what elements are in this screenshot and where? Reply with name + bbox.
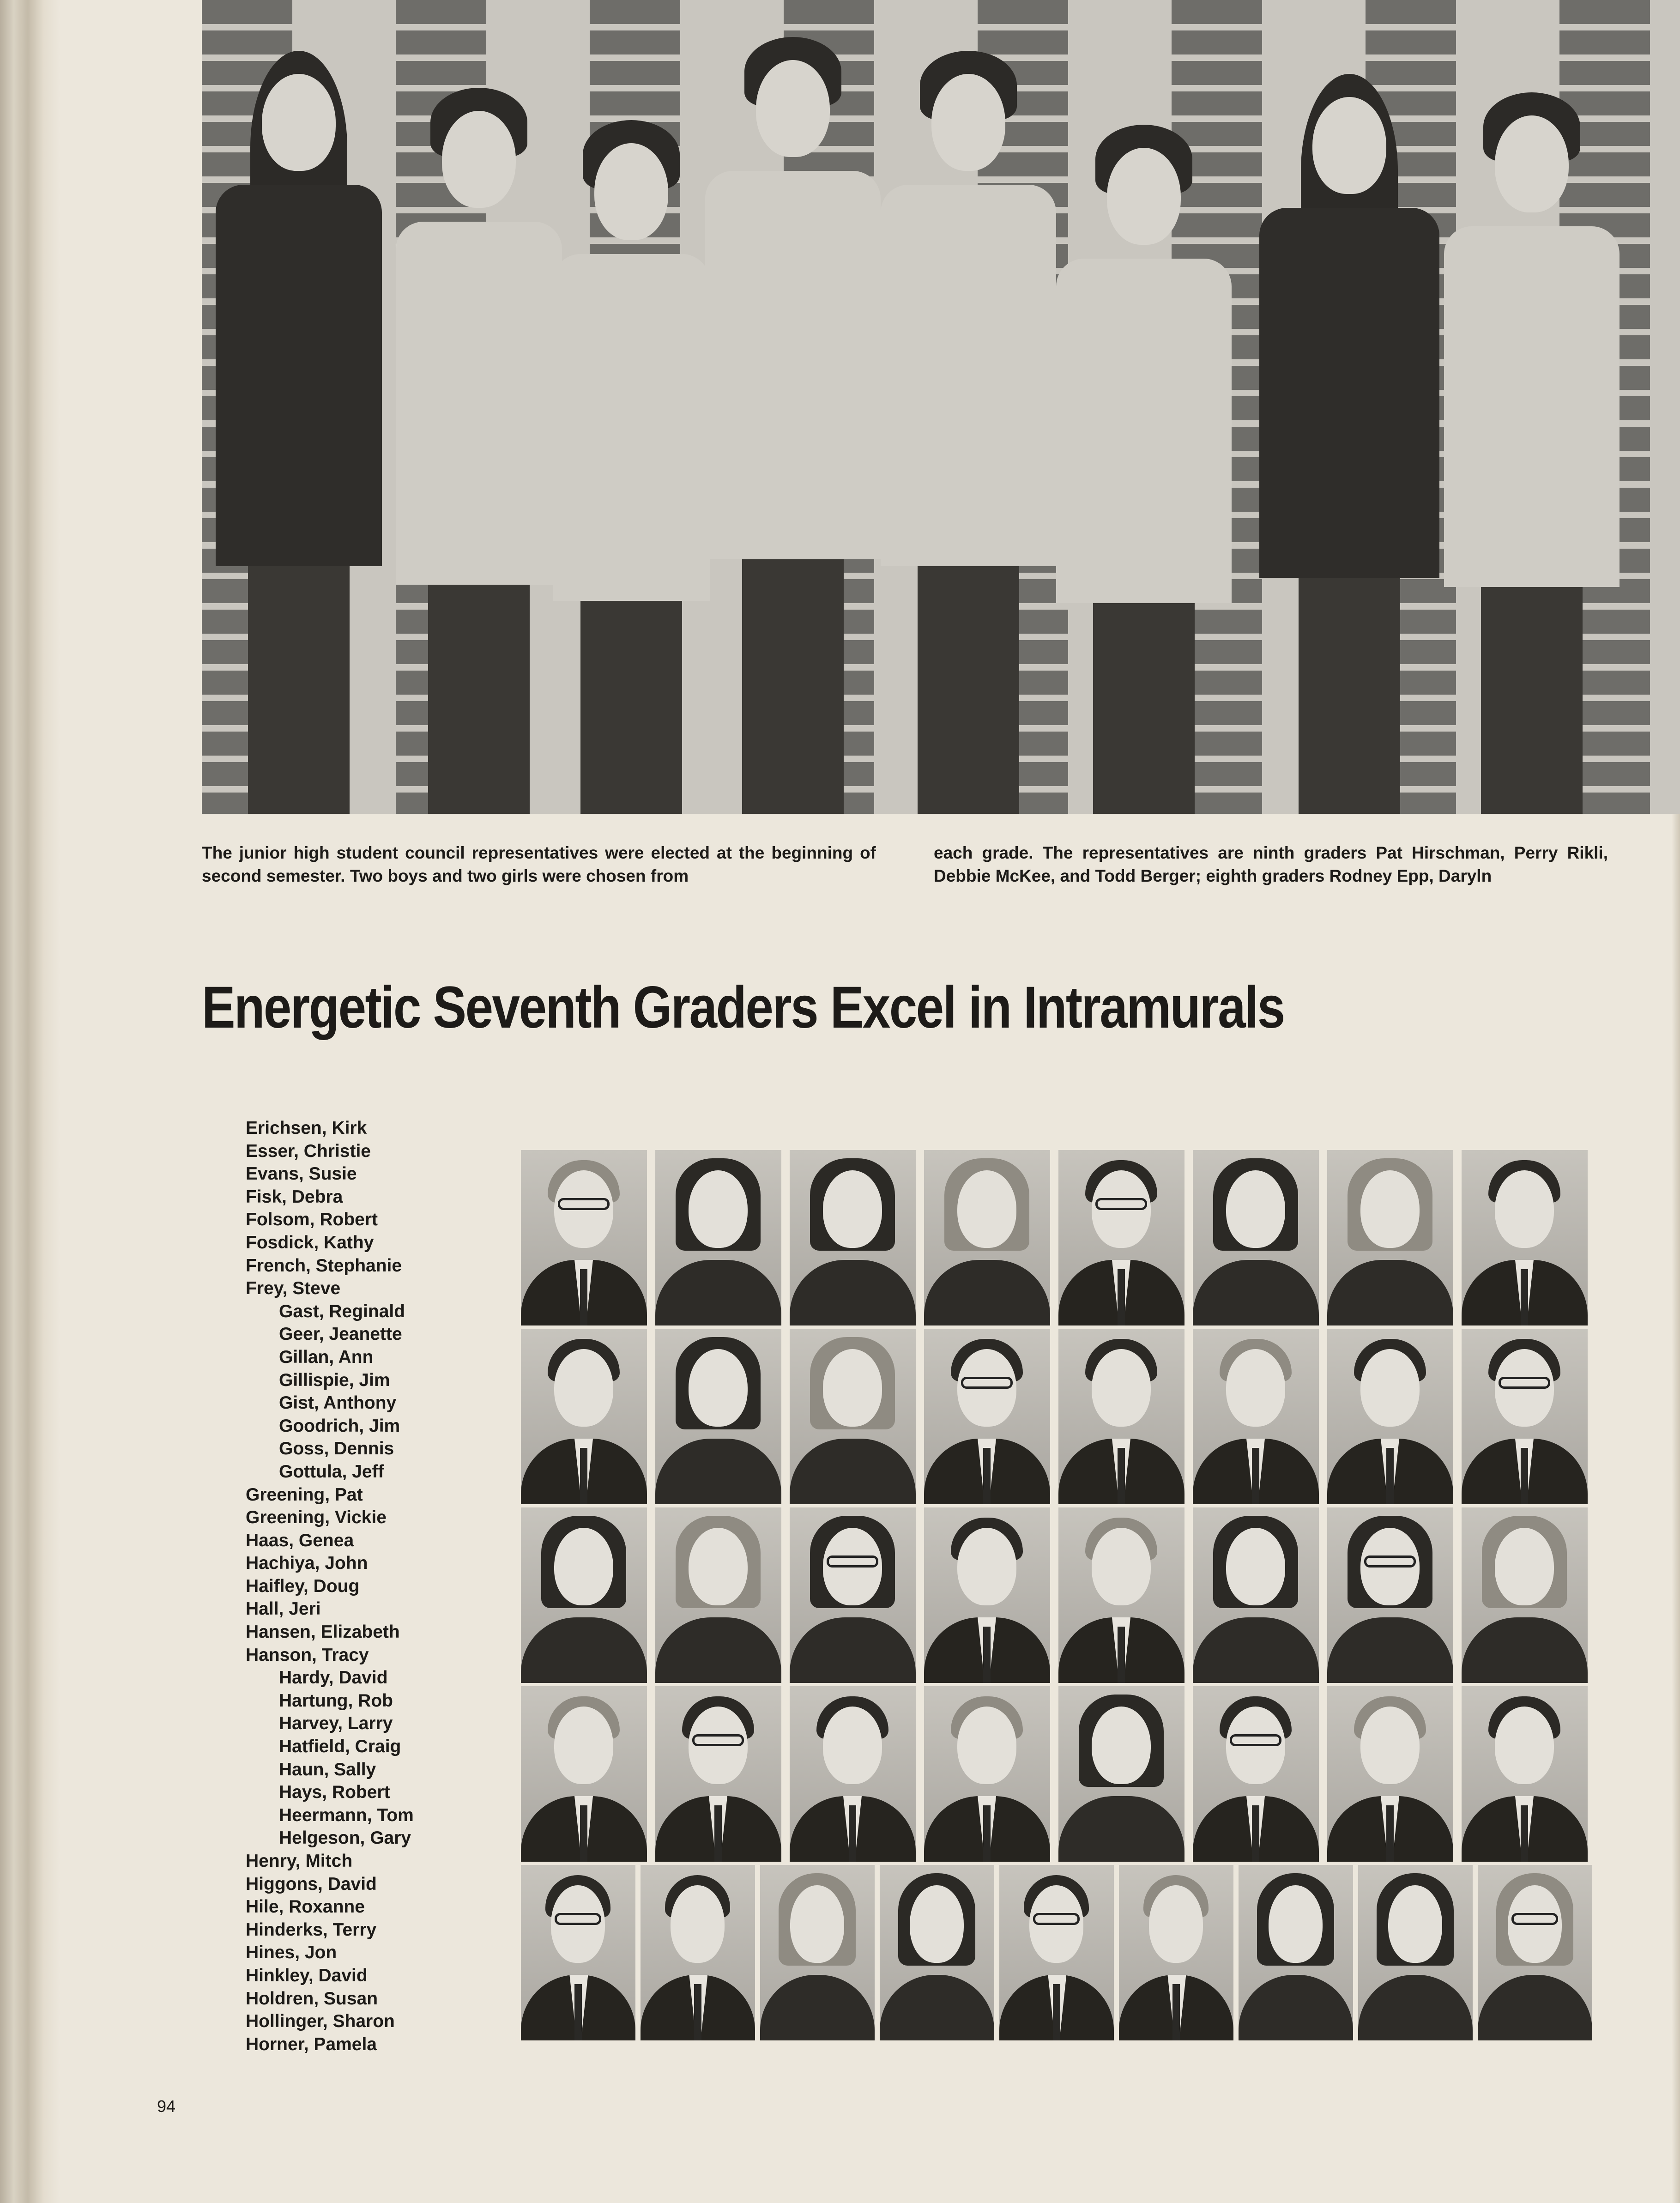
student-portrait: [924, 1686, 1050, 1862]
student-name: Hollinger, Sharon: [246, 2011, 395, 2032]
page-heading: Energetic Seventh Graders Excel in Intramurals: [202, 974, 1284, 1041]
student-portrait: [1058, 1686, 1184, 1862]
student-portrait: [1058, 1507, 1184, 1683]
student-name: Gast, Reginald: [279, 1301, 405, 1321]
student-name: Harvey, Larry: [279, 1713, 393, 1734]
student-portrait: [790, 1686, 916, 1862]
photo-caption-right: each grade. The representatives are ninth graders Pat Hirschman, Perry Rikli, Debbie McKee, and Todd Berger; eighth graders Rodney Epp, Daryln: [934, 843, 1608, 885]
glasses-icon: [1230, 1734, 1281, 1746]
student-name: Heermann, Tom: [279, 1805, 414, 1825]
student-portrait: [790, 1329, 916, 1504]
glasses-icon: [1033, 1913, 1080, 1925]
student-portrait: [880, 1865, 994, 2040]
student-name: Gottula, Jeff: [279, 1461, 384, 1482]
glasses-icon: [692, 1734, 744, 1746]
student-portrait: [1462, 1507, 1588, 1683]
student-name: Hanson, Tracy: [246, 1645, 369, 1665]
student-name: Greening, Vickie: [246, 1507, 387, 1528]
student-portrait: [1058, 1329, 1184, 1504]
student-name: Erichsen, Kirk: [246, 1118, 367, 1138]
student-portrait: [924, 1507, 1050, 1683]
student-name: Haas, Genea: [246, 1530, 354, 1550]
student-name: Greening, Pat: [246, 1484, 363, 1505]
student-name: Holdren, Susan: [246, 1988, 378, 2009]
student-portrait: [1327, 1329, 1453, 1504]
student-portrait: [1462, 1150, 1588, 1325]
student-portrait: [521, 1865, 635, 2040]
glasses-icon: [558, 1198, 610, 1210]
student-portrait: [1478, 1865, 1592, 2040]
student-name-list: [246, 1117, 414, 2056]
council-member-figure: [1435, 92, 1629, 814]
student-portrait: [655, 1686, 781, 1862]
student-portrait: [760, 1865, 875, 2040]
student-name: Gillispie, Jim: [279, 1370, 390, 1390]
glasses-icon: [827, 1555, 878, 1568]
student-name: Frey, Steve: [246, 1278, 341, 1299]
council-member-figure: [544, 120, 719, 814]
student-name: Hall, Jeri: [246, 1599, 321, 1619]
page-number: 94: [157, 2097, 176, 2116]
book-binding: [0, 0, 60, 2203]
student-name: Goodrich, Jim: [279, 1416, 400, 1436]
student-council-group-photo: [202, 0, 1680, 814]
council-member-figure: [206, 51, 391, 814]
student-portrait: [1119, 1865, 1233, 2040]
student-portrait: [1058, 1150, 1184, 1325]
student-portrait: [1193, 1329, 1319, 1504]
student-name: Goss, Dennis: [279, 1439, 394, 1459]
student-name: Hachiya, John: [246, 1553, 368, 1574]
student-portrait: [641, 1865, 755, 2040]
student-portrait: [1193, 1686, 1319, 1862]
council-member-figure: [871, 51, 1065, 814]
student-name: Hansen, Elizabeth: [246, 1622, 400, 1642]
student-portrait: [521, 1686, 647, 1862]
student-portrait: [1239, 1865, 1353, 2040]
student-name: Hardy, David: [279, 1668, 388, 1688]
photo-caption-left: The junior high student council representatives were elected at the beginning of second semester. Two boys and two girls were chosen from: [202, 843, 876, 885]
student-name: Hartung, Rob: [279, 1690, 393, 1711]
student-portrait: [655, 1329, 781, 1504]
student-name: Hinderks, Terry: [246, 1919, 377, 1940]
student-name: Horner, Pamela: [246, 2034, 377, 2054]
student-name: Haifley, Doug: [246, 1576, 360, 1596]
student-name: Fisk, Debra: [246, 1186, 343, 1207]
glasses-icon: [1511, 1913, 1559, 1925]
student-name: Gillan, Ann: [279, 1347, 374, 1367]
student-portrait: [655, 1150, 781, 1325]
student-portrait: [999, 1865, 1114, 2040]
student-portrait: [1193, 1150, 1319, 1325]
student-portrait: [790, 1150, 916, 1325]
student-name: Hays, Robert: [279, 1782, 390, 1803]
council-member-figure: [1047, 125, 1241, 814]
student-portrait: [1462, 1329, 1588, 1504]
student-portrait: [521, 1507, 647, 1683]
student-name: Hile, Roxanne: [246, 1897, 365, 1917]
student-name: French, Stephanie: [246, 1255, 402, 1276]
student-portrait: [924, 1150, 1050, 1325]
student-portrait: [1193, 1507, 1319, 1683]
glasses-icon: [555, 1913, 602, 1925]
student-portrait: [521, 1150, 647, 1325]
glasses-icon: [961, 1377, 1013, 1389]
student-name: Higgons, David: [246, 1874, 377, 1894]
student-portrait: [1462, 1686, 1588, 1862]
student-name: Henry, Mitch: [246, 1851, 353, 1871]
council-member-figure: [1250, 74, 1449, 814]
student-name: Evans, Susie: [246, 1164, 357, 1184]
student-name: Gist, Anthony: [279, 1393, 397, 1413]
student-portrait: [1358, 1865, 1473, 2040]
student-name: Haun, Sally: [279, 1759, 376, 1779]
student-portrait: [924, 1329, 1050, 1504]
student-portrait: [1327, 1150, 1453, 1325]
student-portrait: [521, 1329, 647, 1504]
student-name: Esser, Christie: [246, 1141, 371, 1161]
glasses-icon: [1364, 1555, 1416, 1568]
student-name: Hatfield, Craig: [279, 1737, 401, 1757]
student-name: Helgeson, Gary: [279, 1828, 411, 1848]
council-member-figure: [696, 37, 890, 814]
glasses-icon: [1499, 1377, 1550, 1389]
glasses-icon: [1095, 1198, 1147, 1210]
student-portrait: [1327, 1686, 1453, 1862]
student-portrait: [655, 1507, 781, 1683]
student-name: Hines, Jon: [246, 1943, 337, 1963]
student-name: Fosdick, Kathy: [246, 1232, 374, 1253]
student-portrait: [790, 1507, 916, 1683]
student-portrait: [1327, 1507, 1453, 1683]
student-name: Hinkley, David: [246, 1965, 368, 1985]
student-name: Geer, Jeanette: [279, 1324, 402, 1344]
student-name: Folsom, Robert: [246, 1210, 378, 1230]
